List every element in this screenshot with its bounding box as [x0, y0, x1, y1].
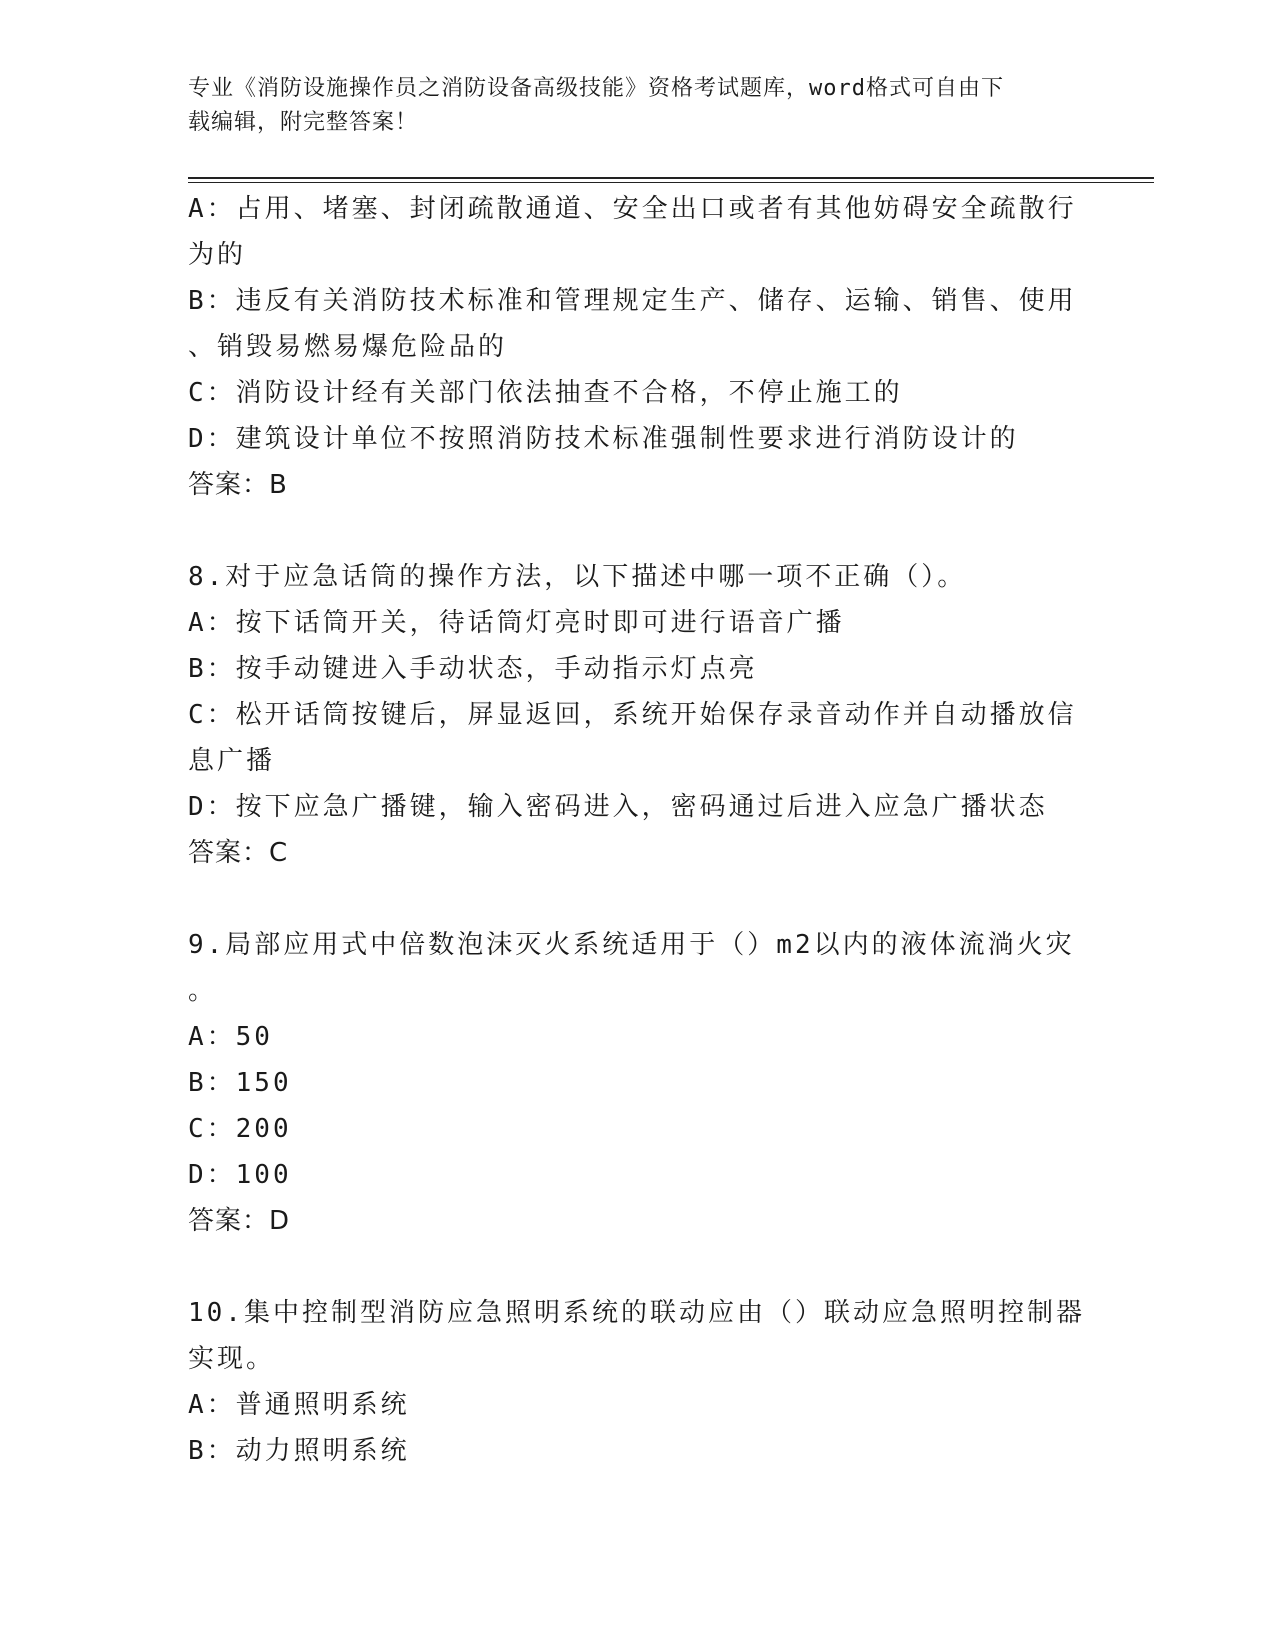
question-9: [188, 922, 1088, 1244]
question-text: 8.对于应急话筒的操作方法，以下描述中哪一项不正确（）。: [188, 562, 967, 592]
answer: 答案：B: [188, 470, 288, 500]
spacer: [188, 876, 1088, 922]
header-divider-thick: [188, 177, 1154, 179]
option-b: B：按手动键进入手动状态，手动指示灯点亮: [188, 654, 758, 684]
question-10: [188, 1290, 1088, 1474]
question-list: [188, 186, 1088, 1474]
option-d: D：按下应急广播键，输入密码进入，密码通过后进入应急广播状态: [188, 792, 1048, 822]
option-a: A：50: [188, 1022, 273, 1052]
header-line-1: 专业《消防设施操作员之消防设备高级技能》资格考试题库，word格式可自由下: [188, 76, 1004, 101]
option-a-line-1: A：占用、堵塞、封闭疏散通道、安全出口或者有其他妨碍安全疏散行: [188, 194, 1077, 224]
option-d: D：100: [188, 1160, 292, 1190]
option-b-line-1: B：违反有关消防技术标准和管理规定生产、储存、运输、销售、使用: [188, 286, 1077, 316]
spacer: [188, 508, 1088, 554]
question-text-line-1: 9.局部应用式中倍数泡沫灭火系统适用于（）m2以内的液体流淌火灾: [188, 930, 1075, 960]
option-c: C：消防设计经有关部门依法抽查不合格，不停止施工的: [188, 378, 903, 408]
option-a: A：普通照明系统: [188, 1390, 410, 1420]
header-divider-thin: [188, 182, 1154, 183]
option-c: C：200: [188, 1114, 292, 1144]
answer: 答案：C: [188, 838, 289, 868]
header-line-2: 载编辑，附完整答案！: [188, 110, 419, 135]
option-b: B：150: [188, 1068, 292, 1098]
spacer: [188, 1244, 1088, 1290]
question-text-line-2: 实现。: [188, 1344, 276, 1374]
option-d: D：建筑设计单位不按照消防技术标准强制性要求进行消防设计的: [188, 424, 1019, 454]
option-c-line-2: 息广播: [188, 746, 276, 776]
option-b-line-2: 、销毁易燃易爆危险品的: [188, 332, 508, 362]
option-a: A：按下话筒开关，待话筒灯亮时即可进行语音广播: [188, 608, 845, 638]
question-text-line-2: 。: [188, 976, 218, 1006]
answer: 答案：D: [188, 1206, 291, 1236]
question-7: [188, 186, 1088, 508]
question-8: [188, 554, 1088, 876]
option-a-line-2: 为的: [188, 240, 247, 270]
document-header: [188, 72, 1068, 140]
question-text-line-1: 10.集中控制型消防应急照明系统的联动应由（）联动应急照明控制器: [188, 1298, 1085, 1328]
option-b: B：动力照明系统: [188, 1436, 410, 1466]
option-c-line-1: C：松开话筒按键后，屏显返回，系统开始保存录音动作并自动播放信: [188, 700, 1077, 730]
